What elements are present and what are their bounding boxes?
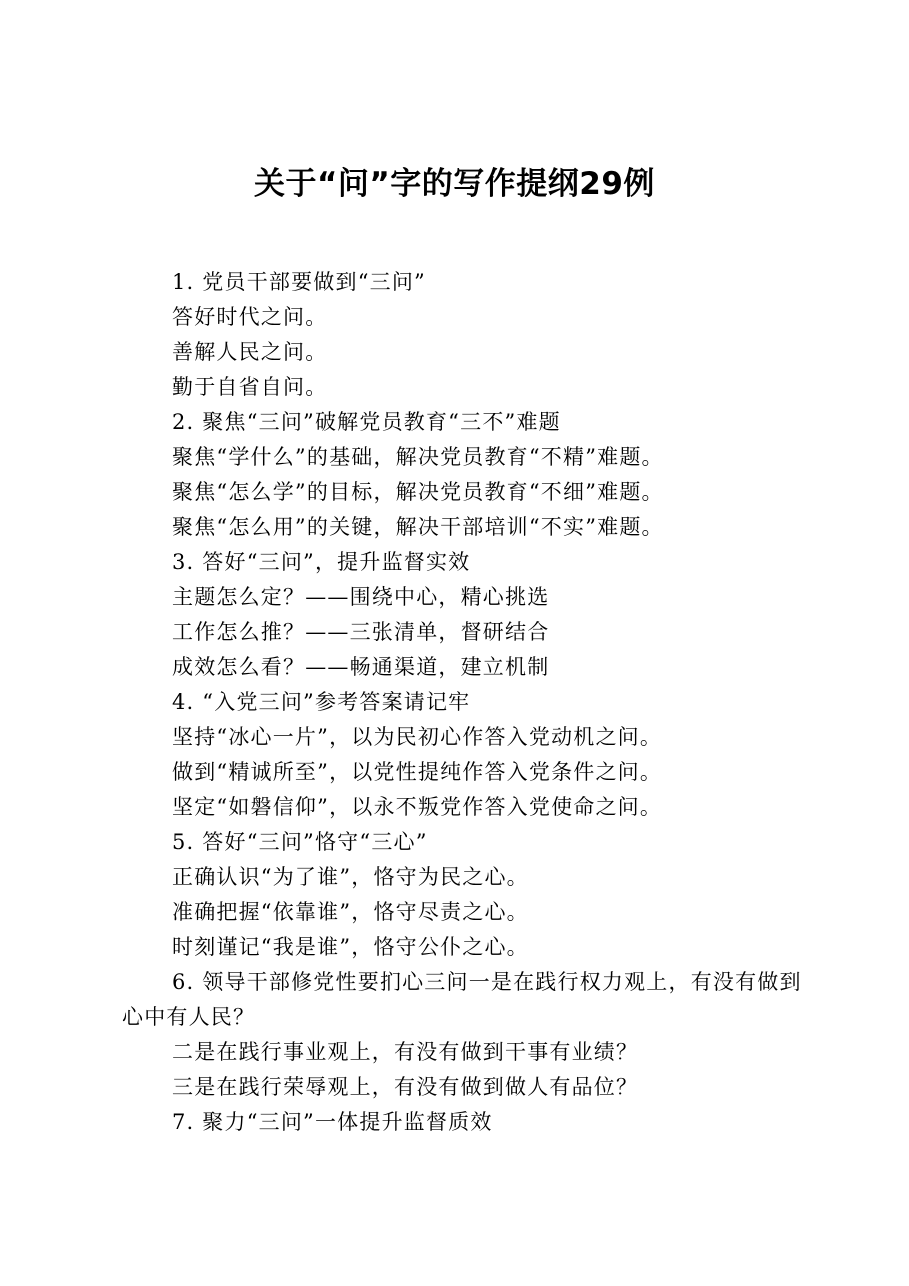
heading-1: 1. 党员干部要做到“三问” [172,270,426,294]
heading-5: 5. 答好“三问”恪守“三心” [172,830,428,854]
text-line: 坚定“如磐信仰”，以永不叛党作答入党使命之问。 [172,795,663,819]
heading-6: 6. 领导干部修党性要扪心三问一是在践行权力观上，有没有做到心中有人民？ [122,970,802,1029]
text-line: 聚焦“学什么”的基础，解决党员教育“不精”难题。 [172,445,664,469]
text-line: 准确把握“依靠谁”，恪守尽责之心。 [172,900,529,924]
text-line: 主题怎么定？——围绕中心，精心挑选 [172,585,550,609]
document-title: 关于“问”字的写作提纲29例 [254,166,655,202]
text-line: 二是在践行事业观上，有没有做到干事有业绩？ [172,1040,639,1064]
text-line: 时刻谨记“我是谁”，恪守公仆之心。 [172,935,529,959]
text-line: 聚焦“怎么学”的目标，解决党员教育“不细”难题。 [172,480,664,504]
text-line: 聚焦“怎么用”的关键，解决干部培训“不实”难题。 [172,515,664,539]
text-line: 勤于自省自问。 [172,375,328,399]
heading-2: 2. 聚焦“三问”破解党员教育“三不”难题 [172,410,561,434]
heading-7: 7. 聚力“三问”一体提升监督质效 [172,1110,493,1134]
text-line: 答好时代之问。 [172,305,328,329]
document-body [122,265,802,1140]
text-line: 坚持“冰心一片”，以为民初心作答入党动机之问。 [172,725,663,749]
heading-3: 3. 答好“三问”，提升监督实效 [172,550,471,574]
heading-4: 4. “入党三问”参考答案请记牢 [172,690,471,714]
text-line: 做到“精诚所至”，以党性提纯作答入党条件之问。 [172,760,663,784]
text-line: 正确认识“为了谁”，恪守为民之心。 [172,865,529,889]
text-line: 工作怎么推？——三张清单，督研结合 [172,620,550,644]
text-line: 善解人民之问。 [172,340,328,364]
text-line: 成效怎么看？——畅通渠道，建立机制 [172,655,550,679]
text-line: 三是在践行荣辱观上，有没有做到做人有品位？ [172,1075,639,1099]
